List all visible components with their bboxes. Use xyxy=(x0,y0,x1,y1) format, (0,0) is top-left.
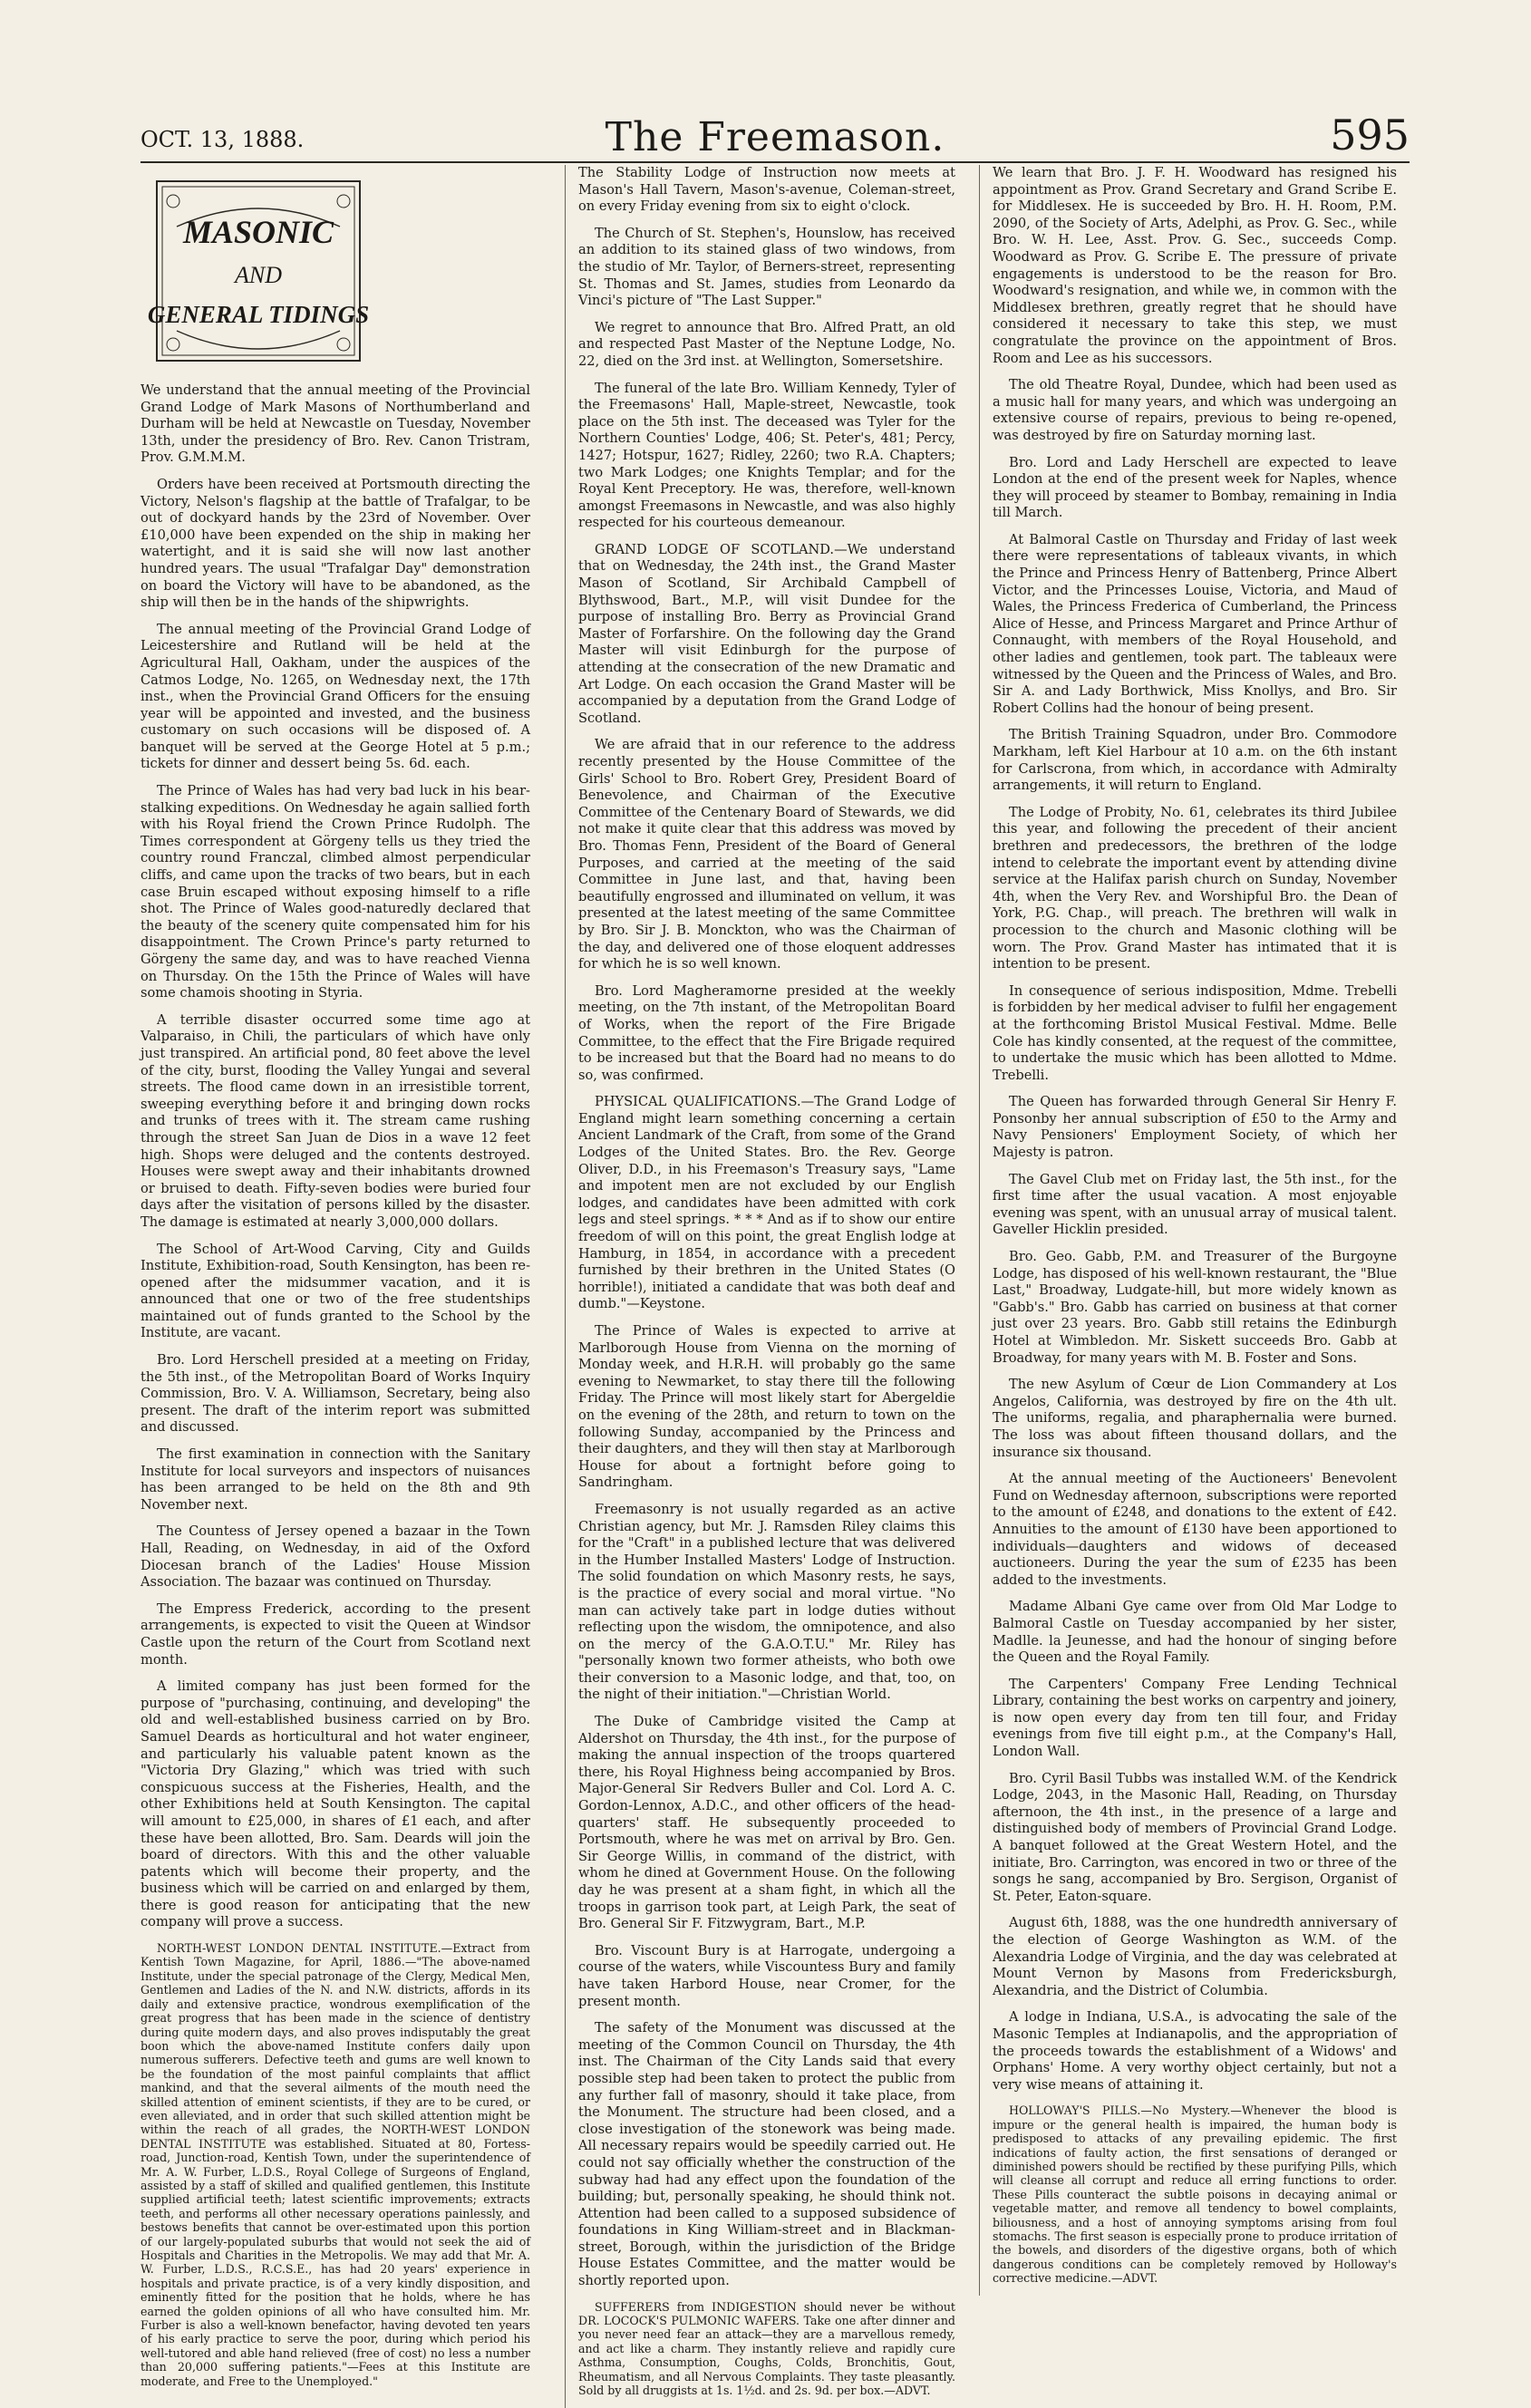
advertisement: SUFFERERS from INDIGESTION should never be without DR. LOCOCK'S PULMONIC WAFERS. Take one after dinner and you never need fear an attack—they are a marvellous remedy, and act like a charm. They instantly relieve and rapidly cure Asthma, Consumption, Coughs, Colds, Bronchitis, Gout, Rheumatism, and all Nervous Complaints. They taste pleasantly. Sold by all druggists at 1s. 1½d. and 2s. 9d. per box.—ADVT. xyxy=(578,2299,955,2398)
column-3 xyxy=(979,165,1397,2296)
article: The safety of the Monument was discussed at the meeting of the Common Council on Thursday, the 4th inst. The Chairman of the City Lands said that every possible step had been taken to protect the public from any further fall of masonry, should it take place, from the Monument. The structure had been closed, and a close investigation of the stonework was being made. All necessary repairs would be speedily carried out. He could not say officially whether the construction of the subway had had any effect upon the foundation of the building; but, personally speaking, he should think not. Attention had been called to a supposed subsidence of foundations in King William-street and in Blackman-street, Borough, within the jurisdiction of the Bridge House Estates Committee, and the matter would be shortly reported upon. xyxy=(578,2020,955,2289)
column-2 xyxy=(565,165,955,2408)
article: The Countess of Jersey opened a bazaar in the Town Hall, Reading, on Wednesday, in aid of the Oxford Diocesan branch of the Ladies' House Mission Association. The bazaar was continued on Thursday. xyxy=(141,1523,530,1591)
section-banner xyxy=(141,172,530,372)
article: A lodge in Indiana, U.S.A., is advocating the sale of the Masonic Temples at Indianapolis, and the appropriation of the proceeds towards the establishment of a Widows' and Orphans' Home. A very worthy object certainly, but not a very wise means of attaining it. xyxy=(993,2009,1397,2093)
article: Bro. Geo. Gabb, P.M. and Treasurer of the Burgoyne Lodge, has disposed of his well-known restaurant, the "Blue Last," Broadway, Ludgate-hill, but more widely known as "Gabb's." Bro. Gabb has carried on business at that corner just over 23 years. Bro. Gabb still retains the Edinburgh Hotel at Wimbledon. Mr. Siskett succeeds Bro. Gabb at Broadway, for many years with M. B. Foster and Sons. xyxy=(993,1249,1397,1366)
article: The Church of St. Stephen's, Hounslow, has received an addition to its stained glass of two windows, from the studio of Mr. Taylor, of Berners-street, representing St. Thomas and St. James, studies from Leonardo da Vinci's picture of "The Last Supper." xyxy=(578,225,955,309)
publication-title: The Freemason. xyxy=(605,114,945,160)
article: The new Asylum of Cœur de Lion Commandery at Los Angelos, California, was destroyed by fire on the 4th ult. The uniforms, regalia, and pharaphernalia were burned. The loss was about fifteen thousand dollars, and the insurance six thousand. xyxy=(993,1377,1397,1460)
article: We understand that the annual meeting of the Provincial Grand Lodge of Mark Masons of Northumberland and Durham will be held at Newcastle on Tuesday, November 13th, under the presidency of Bro. Rev. Canon Tristram, Prov. G.M.M.M. xyxy=(141,382,530,466)
banner-artwork xyxy=(141,172,376,372)
issue-date: OCT. 13, 1888. xyxy=(141,127,305,152)
article: The Gavel Club met on Friday last, the 5th inst., for the first time after the usual vacation. A most enjoyable evening was spent, with an unusual array of musical talent. Gaveller Hicklin presided. xyxy=(993,1171,1397,1238)
article: Bro. Lord Herschell presided at a meeting on Friday, the 5th inst., of the Metropolitan Board of Works Inquiry Commission, Bro. V. A. Williamson, Secretary, being also present. The draft of the interim report was submitted and discussed. xyxy=(141,1352,530,1436)
article: We are afraid that in our reference to the address recently presented by the House Committee of the Girls' School to Bro. Robert Grey, President Board of Benevolence, and Chairman of the Executive Committee of the Centenary Board of Stewards, we did not make it quite clear that this address was moved by Bro. Thomas Fenn, President of the Board of General Purposes, and carried at the meeting of the said Committee in June last, and that, having been beautifully engrossed and illuminated on vellum, it was presented at the latest meeting of the same Committee by Bro. Sir J. B. Monckton, who was the Chairman of the day, and delivered one of those eloquent addresses for which he is so well known. xyxy=(578,737,955,972)
advertisement: HOLLOWAY'S PILLS.—No Mystery.—Whenever the blood is impure or the general health is impaired, the human body is predisposed to attacks of any prevailing epidemic. The first indications of faulty action, the first sensations of deranged or diminished powers should be rectified by these purifying Pills, which will cleanse all corrupt and reduce all erring functions to order. These Pills counteract the subtle poisons in decaying animal or vegetable matter, and remove all tendency to bowel complaints, biliousness, and a host of annoying symptoms arising from foul stomachs. The first season is especially prone to produce irritation of the bowels, and disorders of the digestive organs, both of which dangerous conditions can be completely removed by Holloway's corrective medicine.—ADVT. xyxy=(993,2103,1397,2286)
article: The Stability Lodge of Instruction now meets at Mason's Hall Tavern, Mason's-avenue, Coleman-street, on every Friday evening from six to eight o'clock. xyxy=(578,165,955,215)
article: The annual meeting of the Provincial Grand Lodge of Leicestershire and Rutland will be held at the Agricultural Hall, Oakham, under the auspices of the Catmos Lodge, No. 1265, on Wednesday next, the 17th inst., when the Provincial Grand Officers for the ensuing year will be appointed and invested, and the business customary on such occasions will be disposed of. A banquet will be served at the George Hotel at 5 p.m.; tickets for dinner and dessert being 5s. 6d. each. xyxy=(141,621,530,772)
article: Bro. Lord Magheramorne presided at the weekly meeting, on the 7th instant, of the Metropolitan Board of Works, when the report of the Fire Brigade Committee, to the effect that the Fire Brigade required to be increased but that the Board had no means to do so, was confirmed. xyxy=(578,982,955,1083)
page-header xyxy=(141,107,1410,163)
article: The first examination in connection with the Sanitary Institute for local surveyors and inspectors of nuisances has been arranged to be held on the 8th and 9th November next. xyxy=(141,1446,530,1513)
article: The British Training Squadron, under Bro. Commodore Markham, left Kiel Harbour at 10 a.m. on the 6th instant for Carlscrona, from which, in accordance with Admiralty arrangements, it will return to England. xyxy=(993,727,1397,794)
article: At Balmoral Castle on Thursday and Friday of last week there were representations of tableaux vivants, in which the Prince and Princess Henry of Battenberg, Prince Albert Victor, and the Princesses Louise, Victoria, and Maud of Wales, the Princess Frederica of Cumberland, the Princess Alice of Hesse, and Princess Margaret and Prince Arthur of Connaught, with members of the Royal Household, and other ladies and gentlemen, took part. The tableaux were witnessed by the Queen and the Princess of Wales, and Bro. Sir A. and Lady Borthwick, Miss Knollys, and Bro. Sir Robert Collins had the honour of being present. xyxy=(993,531,1397,716)
article: The Empress Frederick, according to the present arrangements, is expected to visit the Queen at Windsor Castle upon the return of the Court from Scotland next month. xyxy=(141,1600,530,1668)
banner-word-and: AND xyxy=(235,262,282,288)
article: A limited company has just been formed for the purpose of "purchasing, continuing, and developing" the old and well-established business carried on by Bro. Samuel Deards as horticultural and hot water engineer, and particularly his valuable patent known as the "Victoria Dry Glazing," which was tried with such conspicuous success at the Fisheries, Health, and the other Exhibitions held at South Kensington. The capital will amount to £25,000, in shares of £1 each, and after these have been allotted, Bro. Sam. Deards will join the board of directors. With this and the other valuable patents which will become their property, and the business which will be carried on and enlarged by them, there is good reason for anticipating that the new company will prove a success. xyxy=(141,1678,530,1930)
article: The Lodge of Probity, No. 61, celebrates its third Jubilee this year, and following the precedent of their ancient brethren and predecessors, the brethren of the lodge intend to celebrate the important event by attending divine service at the Halifax parish church on Sunday, November 4th, when the Very Rev. and Worshipful Bro. the Dean of York, P.G. Chap., will preach. The brethren will walk in procession to the church and Masonic clothing will be worn. The Prov. Grand Master has intimated that it is intention to be present. xyxy=(993,804,1397,972)
article: The Carpenters' Company Free Lending Technical Library, containing the best works on carpentry and joinery, is now open every day from ten till four, and Friday evenings from five till eight p.m., at the Company's Hall, London Wall. xyxy=(993,1676,1397,1760)
article: Orders have been received at Portsmouth directing the Victory, Nelson's flagship at the battle of Trafalgar, to be out of dockyard hands by the 23rd of November. Over £10,000 have been expended on the ship in making her watertight, and it is said she will now last another hundred years. The usual "Trafalgar Day" demonstration on board the Victory will have to be abandoned, as the ship will then be in the hands of the shipwrights. xyxy=(141,476,530,611)
article: In consequence of serious indisposition, Mdme. Trebelli is forbidden by her medical adviser to fulfil her engagement at the forthcoming Bristol Musical Festival. Mdme. Belle Cole has kindly consented, at the request of the committee, to undertake the music which has been allotted to Mdme. Trebelli. xyxy=(993,982,1397,1083)
article: Bro. Lord and Lady Herschell are expected to leave London at the end of the present week for Naples, whence they will proceed by steamer to Bombay, remaining in India till March. xyxy=(993,454,1397,521)
banner-word-tidings: GENERAL TIDINGS xyxy=(147,301,370,328)
article: The Duke of Cambridge visited the Camp at Aldershot on Thursday, the 4th inst., for the purpose of making the annual inspection of the troops quartered there, his Royal Highness being accompanied by Bros. Major-General Sir Redvers Buller and Col. Lord A. C. Gordon-Lennox, A.D.C., and other officers of the head-quarters' staff. He subsequently proceeded to Portsmouth, where he was met on arrival by Bro. Gen. Sir George Willis, in command of the district, with whom he dined at Government House. On the following day he was present at a sham fight, in which all the troops in garrison took part, at Leigh Park, the seat of Bro. General Sir F. Fitzwygram, Bart., M.P. xyxy=(578,1714,955,1932)
article: The Queen has forwarded through General Sir Henry F. Ponsonby her annual subscription of £50 to the Army and Navy Pensioners' Employment Society, of which her Majesty is patron. xyxy=(993,1094,1397,1161)
article: The School of Art-Wood Carving, City and Guilds Institute, Exhibition-road, South Kensington, has been re-opened after the midsummer vacation, and it is announced that one or two of the free studentships maintained out of funds granted to the School by the Institute, are vacant. xyxy=(141,1241,530,1341)
article: Madame Albani Gye came over from Old Mar Lodge to Balmoral Castle on Tuesday accompanied by her sister, Madlle. la Jeunesse, and had the honour of singing before the Queen and the Royal Family. xyxy=(993,1599,1397,1666)
article: The Prince of Wales has had very bad luck in his bear-stalking expeditions. On Wednesday he again sallied forth with his Royal friend the Crown Prince Rudolph. The Times correspondent at Görgeny tells us they tried the country round Franczal, climbed almost perpendicular cliffs, and came upon the tracks of two bears, but in each case Bruin escaped without exposing himself to a rifle shot. The Prince of Wales good-naturedly declared that the beauty of the scenery quite compensated him for his disappointment. The Crown Prince's party returned to Görgeny the same day, and was to have reached Vienna on Thursday. On the 15th the Prince of Wales will have some chamois shooting in Styria. xyxy=(141,783,530,1001)
article: The old Theatre Royal, Dundee, which had been used as a music hall for many years, and which was undergoing an extensive course of repairs, previous to being re-opened, was destroyed by fire on Saturday morning last. xyxy=(993,377,1397,443)
advertisement: NORTH-WEST LONDON DENTAL INSTITUTE.—Extract from Kentish Town Magazine, for April, 1886.—"The above-named Institute, under the special patronage of the Clergy, Medical Men, Gentlemen and Ladies of the N. and N.W. districts, affords in its daily and extensive practice, wondrous exemplification of the great progress that has been made in the science of dentistry during quite modern days, and also proves indisputably the great boon which the above-named Institute confers daily upon numerous sufferers. Defective teeth and gums are well known to be the foundation of the most painful complaints that afflict mankind, and that the several ailments of the mouth need the skilled attention of eminent scientists, if they are to be cured, or even alleviated, and in order that such skilled attention might be within the reach of all grades, the NORTH-WEST LONDON DENTAL INSTITUTE was established. Situated at 80, Fortess-road, Junction-road, Kentish Town, under the superintendence of Mr. A. W. Furber, L.D.S., Royal College of Surgeons of England, assisted by a staff of skilled and qualified gentlemen, this Institute supplied artificial teeth; latest scientific improvements; extracts teeth, and performs all other necessary operations painlessly, and bestows benefits that cannot be over-estimated upon this portion of our largely-populated suburbs that would not seek the aid of Hospitals and Charities in the Metropolis. We may add that Mr. A. W. Furber, L.D.S., R.C.S.E., has had 20 years' experience in hospitals and private practice, is of a very kindly disposition, and eminently fitted for the position that he holds, where he has earned the golden opinions of all who have consulted him. Mr. Furber is also a well-known benefactor, having devoted ten years of his early practice to serve the poor, during which period his well-tutored and able hand relieved (free of cost) no less a number than 20,000 suffering patients."—Fees at this Institute are moderate, and Free to the Unemployed." xyxy=(141,1941,530,2388)
article: The funeral of the late Bro. William Kennedy, Tyler of the Freemasons' Hall, Maple-street, Newcastle, took place on the 5th inst. The deceased was Tyler for the Northern Counties' Lodge, 406; St. Peter's, 481; Percy, 1427; Hotspur, 1627; Ridley, 2260; two R.A. Chapters; two Mark Lodges; one Knights Templar; and for the Royal Kent Preceptory. He was, therefore, well-known amongst Freemasons in Newcastle, and was also highly respected for his courteous demeanour. xyxy=(578,380,955,531)
article: GRAND LODGE OF SCOTLAND.—We understand that on Wednesday, the 24th inst., the Grand Master Mason of Scotland, Sir Archibald Campbell of Blythswood, Bart., M.P., will visit Dundee for the purpose of installing Bro. Berry as Provincial Grand Master of Forfarshire. On the following day the Grand Master will visit Edinburgh for the purpose of attending at the consecration of the new Dramatic and Art Lodge. On each occasion the Grand Master will be accompanied by a deputation from the Grand Lodge of Scotland. xyxy=(578,541,955,726)
article: A terrible disaster occurred some time ago at Valparaiso, in Chili, the particulars of which have only just transpired. An artificial pond, 80 feet above the level of the city, burst, flooding the Valley Yungai and several streets. The flood came down in an irresistible torrent, sweeping everything before it and bringing down rocks and trunks of trees with it. The stream came rushing through the street San Juan de Dios in a wave 12 feet high. Shops were deluged and the contents destroyed. Houses were swept away and their inhabitants drowned or bruised to death. Fifty-seven bodies were buried four days after the visitation of persons killed by the disaster. The damage is estimated at nearly 3,000,000 dollars. xyxy=(141,1011,530,1230)
article: We regret to announce that Bro. Alfred Pratt, an old and respected Past Master of the Neptune Lodge, No. 22, died on the 3rd inst. at Wellington, Somersetshire. xyxy=(578,319,955,369)
article: Bro. Viscount Bury is at Harrogate, undergoing a course of the waters, while Viscountess Bury and family have taken Harbord House, near Cromer, for the present month. xyxy=(578,1942,955,2009)
article: We learn that Bro. J. F. H. Woodward has resigned his appointment as Prov. Grand Secretary and Grand Scribe E. for Middlesex. He is succeeded by Bro. H. H. Room, P.M. 2090, of the Society of Arts, Adelphi, as Prov. G. Sec., while Bro. W. H. Lee, Asst. Prov. G. Sec., succeeds Comp. Woodward as Prov. G. Scribe E. The pressure of private engagements is understood to be the reason for Bro. Woodward's resignation, and while we, in common with the Middlesex brethren, greatly regret that he should have considered it necessary to take this step, we must congratulate the province on the appointment of Bros. Room and Lee as his successors. xyxy=(993,165,1397,366)
article: Freemasonry is not usually regarded as an active Christian agency, but Mr. J. Ramsden Riley claims this for the "Craft" in a published lecture that was delivered in the Humber Installed Masters' Lodge of Instruction. The solid foundation on which Masonry rests, he says, is the practice of every social and moral virtue. "No man can actively take part in lodge duties without reflecting upon the wisdom, the omnipotence, and also on the mercy of the G.A.O.T.U." Mr. Riley has "personally known two former atheists, who both owe their conversion to a Masonic lodge, and that, too, on the night of their initiation."—Christian World. xyxy=(578,1501,955,1703)
page-number: 595 xyxy=(1330,111,1410,160)
banner-word-masonic: MASONIC xyxy=(182,214,334,250)
article: The Prince of Wales is expected to arrive at Marlborough House from Vienna on the morning of Monday week, and H.R.H. will probably go the same evening to Newmarket, to stay there till the following Friday. The Prince will most likely start for Abergeldie on the evening of the 28th, and return to town on the following Sunday, accompanied by the Princess and their daughters, and they will then stay at Marlborough House for about a fortnight before going to Sandringham. xyxy=(578,1323,955,1491)
article: At the annual meeting of the Auctioneers' Benevolent Fund on Wednesday afternoon, subscriptions were reported to the amount of £248, and donations to the extent of £42. Annuities to the amount of £130 have been apportioned to individuals—daughters and widows of deceased auctioneers. During the year the sum of £235 has been added to the investments. xyxy=(993,1471,1397,1588)
article: August 6th, 1888, was the one hundredth anniversary of the election of George Washington as W.M. of the Alexandria Lodge of Virginia, and the day was celebrated at Mount Vernon by Masons from Fredericksburgh, Alexandria, and the District of Columbia. xyxy=(993,1915,1397,1998)
column-1 xyxy=(141,165,530,2398)
article: Bro. Cyril Basil Tubbs was installed W.M. of the Kendrick Lodge, 2043, in the Masonic Hall, Reading, on Thursday afternoon, the 4th inst., in the presence of a large and distinguished body of members of Provincial Grand Lodge. A banquet followed at the Great Western Hotel, and the initiate, Bro. Carrington, was encored in two or three of the songs he sang, accompanied by Bro. Sergison, Organist of St. Peter, Eaton-square. xyxy=(993,1770,1397,1904)
article: PHYSICAL QUALIFICATIONS.—The Grand Lodge of England might learn something concerning a certain Ancient Landmark of the Craft, from some of the Grand Lodges of the United States. Bro. the Rev. George Oliver, D.D., in his Freemason's Treasury says, "Lame and impotent men are not excluded by our English lodges, and candidates have been admitted with cork legs and steel springs. * * * And as if to show our entire freedom of will on this point, the great English lodge at Hamburg, in 1854, in accordance with a precedent furnished by their brethren in the United States (O horrible!), initiated a candidate that was both deaf and dumb."—Keystone. xyxy=(578,1094,955,1312)
